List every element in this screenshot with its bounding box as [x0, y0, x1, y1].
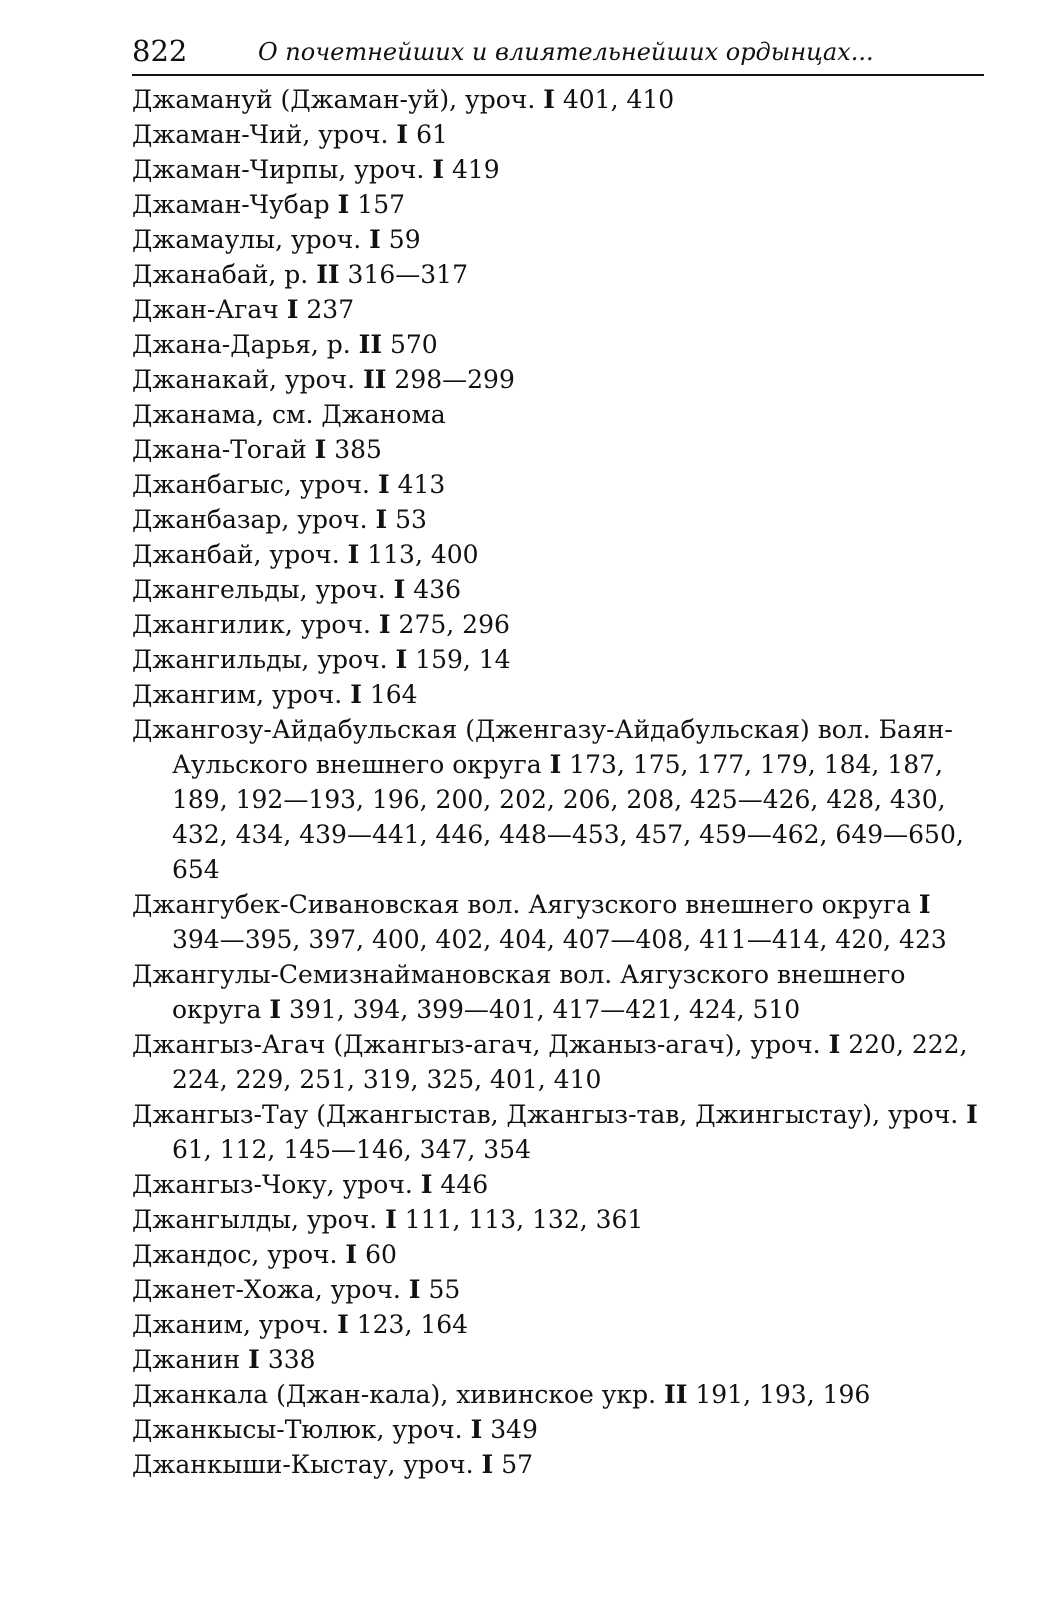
entry-term: Джанама, см. Джанома [132, 400, 446, 429]
entry-pages: 57 [493, 1450, 534, 1479]
entry-volume: I [248, 1345, 260, 1374]
index-entry [132, 152, 984, 187]
index-entry [132, 502, 984, 537]
entry-term: Джанкыши-Кыстау, уроч. [132, 1450, 482, 1479]
index-entry [132, 467, 984, 502]
entry-pages: 111, 113, 132, 361 [396, 1205, 644, 1234]
entry-volume: I [966, 1100, 978, 1129]
index-entry [132, 607, 984, 642]
entry-term: Джаман-Чирпы, уроч. [132, 155, 433, 184]
entry-term: Джангозу-Айдабульская (Дженгазу-Айдабульская) вол. Баян-Аульского внешнего округа [132, 715, 953, 779]
entry-volume: I [375, 505, 388, 534]
entry-volume: I [345, 1240, 358, 1269]
entry-volume: II [358, 330, 383, 359]
index-entry [132, 887, 984, 957]
entry-volume: I [395, 645, 408, 674]
index-entry [132, 957, 984, 1027]
entry-volume: II [664, 1380, 688, 1409]
entry-volume: I [369, 225, 381, 254]
entry-term: Джангильды, уроч. [132, 645, 396, 674]
entry-pages: 191, 193, 196 [687, 1380, 871, 1409]
index-entry [132, 537, 984, 572]
page-header [132, 28, 984, 76]
index-entry [132, 257, 984, 292]
entry-term: Джандос, уроч. [132, 1240, 346, 1269]
entry-pages: 316—317 [339, 260, 468, 289]
entry-volume: I [378, 610, 391, 639]
entry-pages: 237 [298, 295, 355, 324]
index-entry [132, 1272, 984, 1307]
entry-pages: 159, 14 [407, 645, 511, 674]
index-entry [132, 1027, 984, 1097]
index-entry [132, 1167, 984, 1202]
index-entry [132, 1447, 984, 1482]
entry-pages: 338 [259, 1345, 316, 1374]
entry-pages: 220, 222, 224, 229, 251, 319, 325, 401, 410 [172, 1030, 968, 1094]
index-entry [132, 1237, 984, 1272]
index-entry [132, 292, 984, 327]
entry-volume: I [396, 120, 409, 149]
entry-term: Джан-Агач [132, 295, 287, 324]
entry-pages: 275, 296 [390, 610, 510, 639]
entry-pages: 385 [326, 435, 382, 464]
index-entry [132, 362, 984, 397]
entry-term: Джанабай, р. [132, 260, 317, 289]
entry-volume: I [393, 575, 406, 604]
index-entry [132, 327, 984, 362]
entry-volume: I [828, 1030, 841, 1059]
entry-term: Джанакай, уроч. [132, 365, 364, 394]
entry-pages: 61 [408, 120, 448, 149]
entry-pages: 570 [382, 330, 438, 359]
index-entries [132, 82, 984, 1482]
entry-volume: I [337, 1310, 349, 1339]
entry-term: Джанбагыс, уроч. [132, 470, 378, 499]
entry-pages: 446 [432, 1170, 489, 1199]
entry-pages: 123, 164 [348, 1310, 469, 1339]
index-entry [132, 677, 984, 712]
entry-volume: I [269, 995, 282, 1024]
running-title: О почетнейших и влиятельнейших ордынцах... [258, 38, 874, 66]
entry-volume: I [918, 890, 931, 919]
entry-volume: I [420, 1170, 433, 1199]
index-entry [132, 82, 984, 117]
entry-pages: 349 [482, 1415, 538, 1444]
entry-pages: 113, 400 [359, 540, 479, 569]
entry-volume: I [286, 295, 299, 324]
entry-pages: 157 [349, 190, 406, 219]
entry-pages: 298—299 [386, 365, 515, 394]
entry-term: Джанкала (Джан-кала), хивинское укр. [132, 1380, 665, 1409]
entry-term: Джанет-Хожа, уроч. [132, 1275, 409, 1304]
entry-volume: I [377, 470, 390, 499]
entry-term: Джангубек-Сивановская вол. Аягузского внешнего округа [132, 890, 919, 919]
entry-volume: I [432, 155, 445, 184]
entry-term: Джангилик, уроч. [132, 610, 379, 639]
entry-term: Джангыз-Чоку, уроч. [132, 1170, 421, 1199]
index-entry [132, 572, 984, 607]
entry-volume: I [543, 85, 555, 114]
index-entry [132, 117, 984, 152]
entry-pages: 164 [361, 680, 418, 709]
entry-volume: I [408, 1275, 421, 1304]
entry-term: Джамаулы, уроч. [132, 225, 370, 254]
entry-term: Джангулы-Семизнаймановская вол. Аягузского внешнего округа [132, 960, 906, 1024]
entry-volume: I [337, 190, 350, 219]
entry-term: Джана-Тогай [132, 435, 315, 464]
entry-pages: 55 [420, 1275, 461, 1304]
entry-volume: I [385, 1205, 397, 1234]
entry-term: Джанин [132, 1345, 249, 1374]
entry-term: Джангыз-Тау (Джангыстав, Джангыз-тав, Джингыстау), уроч. [132, 1100, 967, 1129]
entry-pages: 53 [387, 505, 427, 534]
entry-pages: 394—395, 397, 400, 402, 404, 407—408, 411—414, 420, 423 [172, 925, 947, 954]
entry-volume: I [347, 540, 360, 569]
index-entry [132, 1307, 984, 1342]
entry-term: Джана-Дарья, р. [132, 330, 359, 359]
entry-term: Джанкысы-Тюлюк, уроч. [132, 1415, 471, 1444]
entry-pages: 60 [357, 1240, 397, 1269]
entry-term: Джамануй (Джаман-уй), уроч. [132, 85, 544, 114]
entry-term: Джаман-Чий, уроч. [132, 120, 397, 149]
entry-term: Джанбазар, уроч. [132, 505, 376, 534]
entry-volume: II [316, 260, 340, 289]
index-entry [132, 187, 984, 222]
entry-term: Джангыз-Агач (Джангыз-агач, Джаныз-агач), уроч. [132, 1030, 829, 1059]
entry-volume: I [350, 680, 362, 709]
index-entry [132, 432, 984, 467]
entry-volume: I [470, 1415, 483, 1444]
index-entry [132, 712, 984, 887]
entry-volume: I [481, 1450, 494, 1479]
entry-term: Джангылды, уроч. [132, 1205, 386, 1234]
entry-volume: I [549, 750, 562, 779]
entry-pages: 401, 410 [554, 85, 675, 114]
entry-pages: 59 [380, 225, 421, 254]
entry-volume: I [314, 435, 327, 464]
index-entry [132, 397, 984, 432]
entry-pages: 173, 175, 177, 179, 184, 187, 189, 192—193, 196, 200, 202, 206, 208, 425—426, 428, 430, 432, 434, 439—441, 446, 448—453, 457, 459—462, 649—650, 654 [172, 750, 964, 884]
entry-pages: 391, 394, 399—401, 417—421, 424, 510 [281, 995, 801, 1024]
entry-term: Джаман-Чубар [132, 190, 338, 219]
entry-volume: II [363, 365, 387, 394]
index-entry [132, 1342, 984, 1377]
entry-pages: 436 [405, 575, 462, 604]
index-entry [132, 642, 984, 677]
entry-term: Джанбай, уроч. [132, 540, 348, 569]
index-entry [132, 1377, 984, 1412]
entry-term: Джаним, уроч. [132, 1310, 338, 1339]
entry-term: Джангим, уроч. [132, 680, 351, 709]
index-entry [132, 1202, 984, 1237]
entry-pages: 413 [389, 470, 446, 499]
index-entry [132, 222, 984, 257]
page-number: 822 [132, 34, 188, 68]
entry-pages: 419 [444, 155, 500, 184]
index-entry [132, 1097, 984, 1167]
entry-term: Джангельды, уроч. [132, 575, 394, 604]
index-entry [132, 1412, 984, 1447]
entry-pages: 61, 112, 145—146, 347, 354 [172, 1135, 531, 1164]
